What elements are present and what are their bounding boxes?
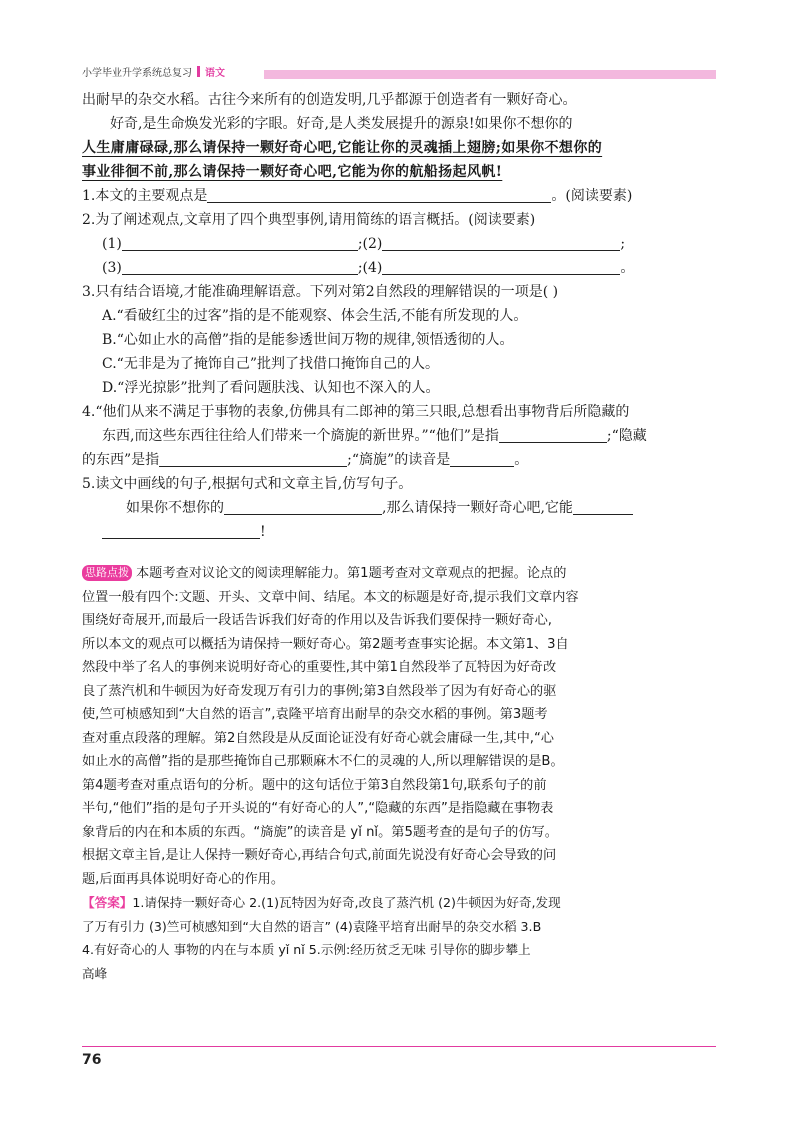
q4-text: 。 (514, 452, 529, 468)
passage-line (82, 160, 716, 184)
q3-option-d: D.“浮光掠影”批判了看问题肤浅、认知也不深入的人。 (102, 380, 440, 396)
header-separator (197, 66, 200, 77)
q1-text: 1.本文的主要观点是 (82, 188, 208, 204)
q5-text: ,那么请保持一颗好奇心吧,它能 (382, 500, 573, 516)
q2-blank-1[interactable] (122, 234, 358, 251)
underlined-sentence: 人生庸庸碌碌,那么请保持一颗好奇心吧,它能让你的灵魂插上翅膀;如果你不想你的 (82, 140, 603, 156)
header-text (82, 66, 225, 82)
question-4-line-1: 4.“他们从来不满足于事物的表象,仿佛具有二郎神的第三只眼,总想看出事物背后所隐藏的 (82, 404, 630, 420)
hint-tag: 思路点拨 (82, 565, 132, 581)
q4-blank-1[interactable] (499, 426, 607, 443)
answer-line: 4.有好奇心的人 事物的内在与本质 yǐ nǐ 5.示例:经历贫乏无味 引导你的脚步攀上 (82, 942, 531, 957)
answer-text: 1.请保持一颗好奇心 2.(1)瓦特因为好奇,改良了蒸汽机 (2)牛顿因为好奇,发现 (132, 895, 561, 910)
q5-text: ! (260, 524, 266, 540)
q4-text: ;“隐藏 (606, 428, 647, 444)
q2-punct: 。 (620, 260, 635, 276)
explanation-line: 半句,“他们”指的是句子开头说的“有好奇心的人”,“隐藏的东西”是指隐藏在事物表 (82, 801, 554, 816)
q4-text: 的东西”是指 (82, 452, 160, 468)
q2-row-2 (82, 256, 716, 280)
passage-line (82, 136, 716, 160)
explanation-line: 围绕好奇展开,而最后一段话告诉我们好奇的作用以及告诉我们要保持一颗好奇心, (82, 613, 552, 628)
passage-line: 出耐早的杂交水稻。古往今来所有的创造发明,几乎都源于创造者有一颗好奇心。 (82, 92, 577, 108)
q2-row-1 (82, 232, 716, 256)
q3-option-b: B.“心如止水的高僧”指的是能参透世间万物的规律,领悟透彻的人。 (102, 332, 514, 348)
q1-tail: 。(阅读要素) (551, 188, 633, 204)
q2-punct: ; (620, 236, 626, 252)
underlined-sentence: 事业徘徊不前,那么请保持一颗好奇心吧,它能为你的航船扬起风帆! (82, 164, 503, 180)
q5-row-2 (82, 520, 716, 544)
q5-text: 如果你不想你的 (126, 500, 224, 516)
header-subject: 语文 (205, 68, 225, 79)
explanation-line: 所以本文的观点可以概括为请保持一颗好奇心。第2题考查事实论据。本文第1、3自 (82, 636, 569, 652)
footer-divider (82, 1046, 716, 1047)
explanation-line: 查对重点段落的理解。第2自然段是从反面论证没有好奇心就会庸碌一生,其中,“心 (82, 730, 554, 746)
explanation-line: 象背后的内在和本质的东西。“旖旎”的读音是 yǐ nǐ。第5题考查的是句子的仿写。 (82, 824, 558, 840)
question-3: 3.只有结合语境,才能准确理解语意。下列对第2自然段的理解错误的一项是( ) (82, 284, 559, 300)
question-4-line-2 (82, 424, 716, 448)
question-5: 5.读文中画线的句子,根据句式和文章主旨,仿写句子。 (82, 476, 413, 492)
explanation-line: 使,竺可桢感知到“大自然的语言”,袁隆平培育出耐旱的杂交水稻的事例。第3题考 (82, 707, 548, 722)
q2-label-2: ;(2) (357, 236, 383, 252)
question-4-line-3 (82, 448, 716, 472)
answer-label: 【答案】 (82, 895, 133, 910)
page-header (82, 66, 716, 82)
passage-line: 好奇,是生命焕发光彩的字眼。好奇,是人类发展提升的源泉!如果你不想你的 (110, 116, 573, 132)
explanation-line: 根据文章主旨,是让人保持一颗好奇心,再结合句式,前面先说没有好奇心会导致的问 (82, 848, 557, 863)
q3-option-c: C.“无非是为了掩饰自己”批判了找借口掩饰自己的人。 (102, 356, 439, 372)
q2-label-3: (3) (102, 260, 122, 276)
q4-blank-3[interactable] (450, 450, 514, 467)
explanation-section (82, 562, 716, 985)
explanation-line: 位置一般有四个:文题、开头、文章中间、结尾。本文的标题是好奇,提示我们文章内容 (82, 589, 579, 605)
question-2: 2.为了阐述观点,文章用了四个典型事例,请用简练的语言概括。(阅读要素) (82, 212, 536, 228)
answer-line: 了万有引力 (3)竺可桢感知到“大自然的语言” (4)袁隆平培育出耐旱的杂交水稻 3.B (82, 918, 542, 934)
q2-blank-3[interactable] (122, 258, 358, 275)
q5-blank-1[interactable] (224, 498, 382, 515)
main-content (82, 88, 716, 544)
explanation-text: 本题考查对议论文的阅读理解能力。第1题考查对文章观点的把握。论点的 (136, 566, 567, 581)
header-bar (264, 70, 716, 79)
q2-label-4: ;(4) (357, 260, 383, 276)
q2-blank-2[interactable] (382, 234, 620, 251)
q2-blank-4[interactable] (382, 258, 620, 275)
q2-label-1: (1) (102, 236, 122, 252)
explanation-line (82, 562, 716, 586)
answer-line (82, 891, 716, 915)
q5-row-1 (82, 496, 716, 520)
explanation-line: 然段中举了名人的事例来说明好奇心的重要性,其中第1自然段举了瓦特因为好奇改 (82, 660, 557, 675)
header-title: 小学毕业升学系统总复习 (82, 68, 192, 79)
explanation-line: 题,后面再具体说明好奇心的作用。 (82, 871, 285, 887)
explanation-line: 良了蒸汽机和牛顿因为好奇发现万有引力的事例;第3自然段举了因为有好奇心的驱 (82, 683, 557, 699)
q3-option-a: A.“看破红尘的过客”指的是不能观察、体会生活,不能有所发现的人。 (102, 308, 528, 324)
q4-blank-2[interactable] (159, 450, 347, 467)
q5-blank-2[interactable] (573, 498, 633, 515)
explanation-line: 第4题考查对重点语句的分析。题中的这句话位于第3自然段第1句,联系句子的前 (82, 777, 547, 793)
q5-blank-3[interactable] (102, 522, 260, 539)
q4-text: 东西,而这些东西往往给人们带来一个旖旎的新世界。”“他们”是指 (102, 428, 499, 444)
page-number: 76 (82, 1052, 102, 1068)
answer-line: 高峰 (82, 965, 108, 981)
q1-answer-blank[interactable] (207, 186, 551, 203)
question-1 (82, 184, 716, 208)
q4-text: ;“旖旎”的读音是 (347, 452, 451, 468)
explanation-line: 如止水的高僧”指的是那些掩饰自己那颗麻木不仁的灵魂的人,所以理解错误的是B。 (82, 754, 564, 769)
